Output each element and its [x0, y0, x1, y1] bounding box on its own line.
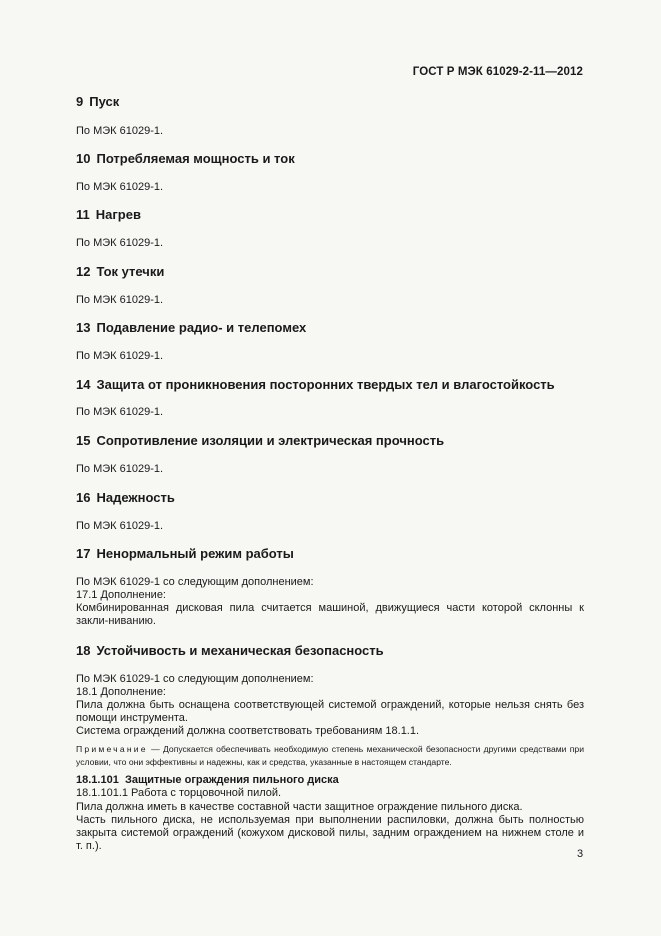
section-title: Устойчивость и механическая безопасность: [96, 643, 384, 658]
section-heading-17: [76, 546, 294, 561]
section-title: Сопротивление изоляции и электрическая прочность: [96, 433, 445, 448]
clause-paragraph-1: Пила должна иметь в качестве составной части защитное ограждение пильного диска.: [76, 801, 523, 813]
section-text-14: По МЭК 61029-1.: [76, 406, 164, 418]
section-text-16: По МЭК 61029-1.: [76, 520, 164, 532]
note: [76, 743, 584, 769]
section-heading-12: [76, 264, 164, 279]
section-number: 14: [76, 377, 91, 392]
clause-18-1-101-1: 18.1.101.1 Работа с торцовочной пилой.: [76, 787, 282, 799]
section-title: Пуск: [89, 94, 120, 109]
section-heading-16: [76, 490, 175, 505]
s18-body-2: Система ограждений должна соответствовать требованиям 18.1.1.: [76, 725, 420, 737]
section-text-11: По МЭК 61029-1.: [76, 237, 164, 249]
clause-paragraph-2: Часть пильного диска, не используемая при выполнении распиловки, должна быть полностью закрыта системой ограждений (кожухом дисковой пилы, задним ограждением на нижнем столе и т. п.).: [76, 814, 584, 852]
section-text-9: По МЭК 61029-1.: [76, 125, 164, 137]
note-label: Примечание: [76, 744, 148, 754]
section-title: Защита от проникновения посторонних твердых тел и влагостойкость: [96, 377, 555, 392]
section-title: Нагрев: [95, 207, 141, 222]
section-number: 9: [76, 94, 84, 109]
note-text: — Допускается обеспечивать необходимую степень механической безопасности другими средствами при условии, что они эффективны и надежны, как и средства, указанные в настоящем стандарте.: [76, 744, 584, 767]
s18-subclause: 18.1 Дополнение:: [76, 686, 166, 698]
section-text-10: По МЭК 61029-1.: [76, 181, 164, 193]
section-title: Ненормальный режим работы: [96, 546, 294, 561]
section-text-12: По МЭК 61029-1.: [76, 294, 164, 306]
section-text-15: По МЭК 61029-1.: [76, 463, 164, 475]
section-heading-11: [76, 207, 141, 222]
section-number: 10: [76, 151, 91, 166]
section-heading-14: [76, 377, 555, 392]
clause-title: Защитные ограждения пильного диска: [124, 774, 339, 786]
s17-intro: По МЭК 61029-1 со следующим дополнением:: [76, 576, 314, 588]
s17-subclause: 17.1 Дополнение:: [76, 589, 166, 601]
page-number: 3: [577, 848, 584, 860]
section-number: 18: [76, 643, 91, 658]
s17-body: Комбинированная дисковая пила считается машиной, движущиеся части которой склонны к закли-ниванию.: [76, 602, 584, 627]
section-heading-9: [76, 94, 119, 109]
section-heading-15: [76, 433, 444, 448]
section-heading-13: [76, 320, 306, 335]
section-number: 11: [76, 207, 90, 222]
clause-number: 18.1.101: [76, 774, 119, 786]
section-number: 17: [76, 546, 91, 561]
section-title: Потребляемая мощность и ток: [96, 151, 295, 166]
section-heading-10: [76, 151, 295, 166]
section-number: 13: [76, 320, 91, 335]
section-heading-18: [76, 643, 384, 658]
section-number: 15: [76, 433, 91, 448]
section-number: 16: [76, 490, 91, 505]
section-number: 12: [76, 264, 91, 279]
document-header: ГОСТ Р МЭК 61029-2-11—2012: [412, 66, 583, 78]
section-title: Ток утечки: [96, 264, 165, 279]
s18-body-1: Пила должна быть оснащена соответствующей системой ограждений, которые нельзя снять без помощи инструмента.: [76, 699, 584, 724]
section-title: Подавление радио- и телепомех: [96, 320, 307, 335]
s18-intro: По МЭК 61029-1 со следующим дополнением:: [76, 673, 314, 685]
clause-18-1-101: [76, 774, 339, 786]
section-title: Надежность: [96, 490, 175, 505]
section-text-13: По МЭК 61029-1.: [76, 350, 164, 362]
